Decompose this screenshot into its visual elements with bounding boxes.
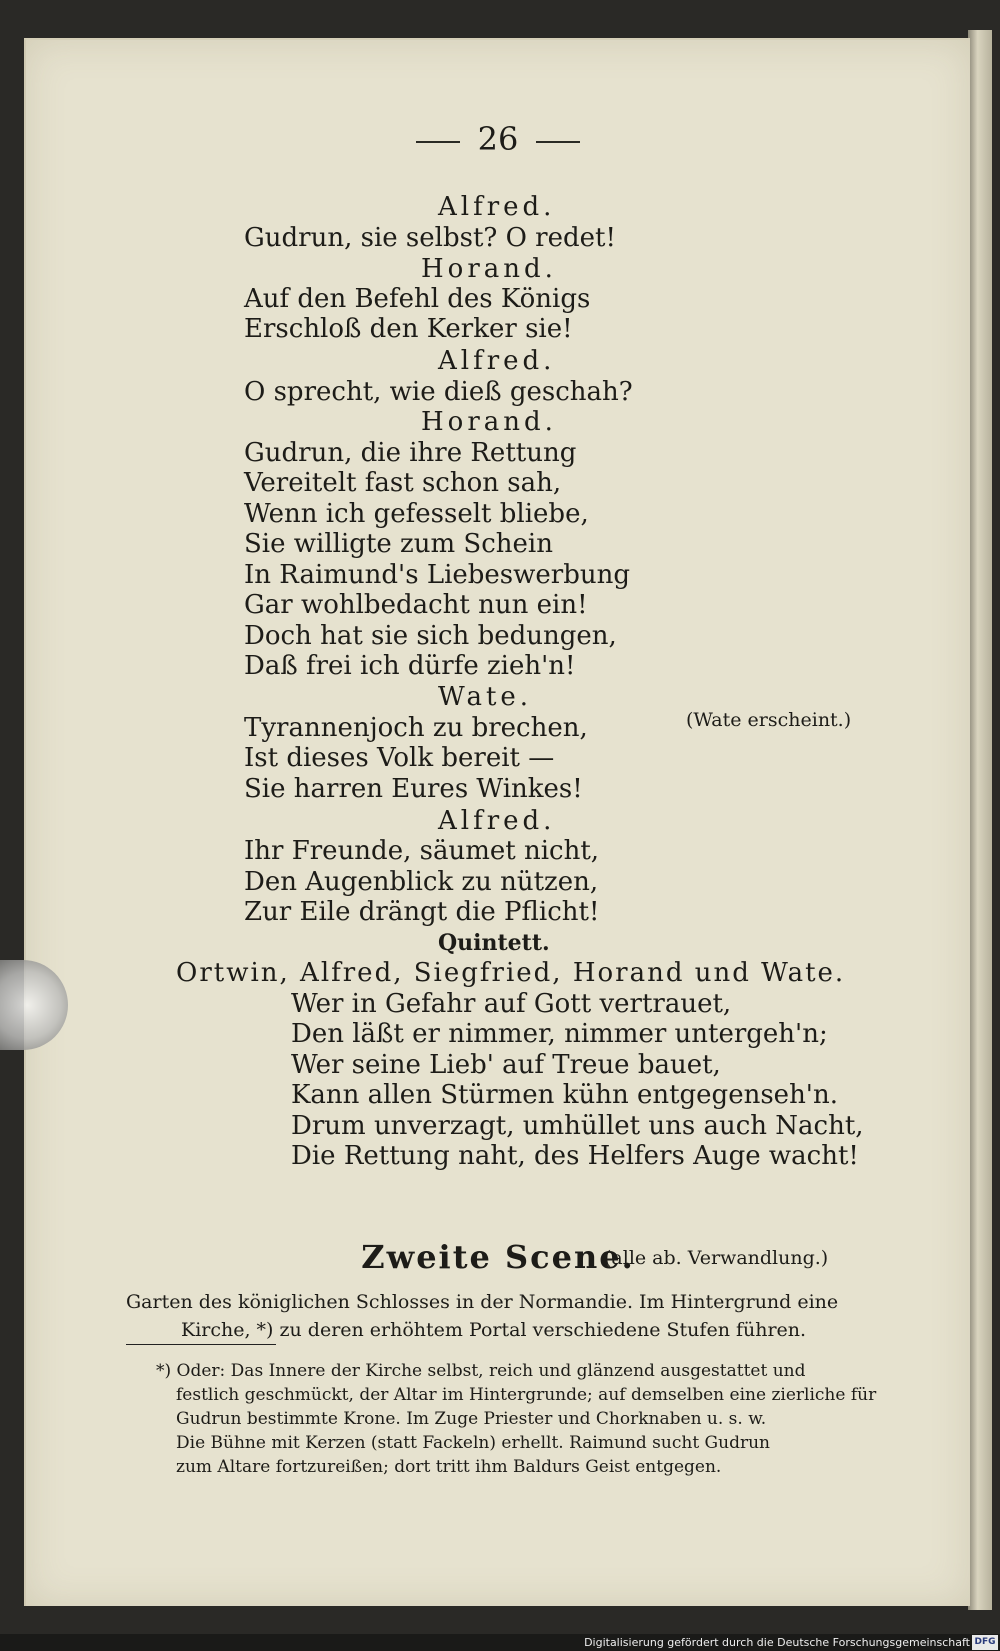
page-edge bbox=[968, 30, 992, 1610]
footnote-line: zum Altare fortzureißen; dort tritt ihm Baldurs Geist entgegen. bbox=[176, 1457, 722, 1477]
speaker-name: Horand. bbox=[421, 407, 557, 437]
page-number-text: 26 bbox=[477, 120, 519, 158]
footnote-line: Gudrun bestimmte Krone. Im Zuge Priester und Chorknaben u. s. w. bbox=[176, 1409, 767, 1429]
stage-direction-wate: (Wate erscheint.) bbox=[686, 709, 852, 731]
scene-description-line: Garten des königlichen Schlosses in der Normandie. Im Hintergrund eine bbox=[126, 1291, 839, 1313]
scene-description-line: Kirche, *) zu deren erhöhtem Portal verschiedene Stufen führen. bbox=[181, 1319, 807, 1341]
verse-line: Gudrun, die ihre Rettung bbox=[244, 438, 577, 468]
footer-credit: Digitalisierung gefördert durch die Deutsche Forschungsgemeinschaft bbox=[584, 1636, 970, 1649]
verse-line: Gar wohlbedacht nun ein! bbox=[244, 590, 588, 620]
footnote-rule bbox=[126, 1344, 276, 1345]
verse-line: Den Augenblick zu nützen, bbox=[244, 867, 599, 897]
verse-line: In Raimund's Liebeswerbung bbox=[244, 560, 631, 590]
verse-line: Doch hat sie sich bedungen, bbox=[244, 621, 617, 651]
verse-line: Wer in Gefahr auf Gott vertrauet, bbox=[291, 989, 732, 1019]
verse-line: Ihr Freunde, säumet nicht, bbox=[244, 836, 600, 866]
verse-line: Tyrannenjoch zu brechen, bbox=[244, 713, 588, 743]
verse-line: O sprecht, wie dieß geschah? bbox=[244, 377, 633, 407]
verse-line: Wenn ich gefesselt bliebe, bbox=[244, 499, 589, 529]
footnote-line: *) Oder: Das Innere der Kirche selbst, reich und glänzend ausgestattet und bbox=[156, 1361, 806, 1381]
speaker-name: Alfred. bbox=[438, 806, 556, 836]
verse-line: Sie harren Eures Winkes! bbox=[244, 774, 583, 804]
ornament-right bbox=[536, 141, 580, 143]
verse-line: Auf den Befehl des Königs bbox=[244, 284, 591, 314]
footnote-line: festlich geschmückt, der Altar im Hintergrunde; auf demselben eine zierliche für bbox=[176, 1385, 877, 1405]
speaker-name: Alfred. bbox=[438, 192, 556, 222]
stage-direction-exit: (alle ab. Verwandlung.) bbox=[604, 1247, 829, 1269]
verse-line: Zur Eile drängt die Pflicht! bbox=[244, 897, 600, 927]
cast-line: Ortwin, Alfred, Siegfried, Horand und Wate. bbox=[176, 958, 846, 988]
scene-title: Zweite Scene. bbox=[361, 1238, 635, 1276]
verse-line: Gudrun, sie selbst? O redet! bbox=[244, 223, 616, 253]
verse-line: Die Rettung naht, des Helfers Auge wacht! bbox=[291, 1141, 859, 1171]
verse-line: Wer seine Lieb' auf Treue bauet, bbox=[291, 1050, 721, 1080]
book-page bbox=[24, 38, 970, 1606]
page-number bbox=[26, 120, 970, 158]
speaker-name: Horand. bbox=[421, 254, 557, 284]
speaker-name: Wate. bbox=[438, 682, 533, 712]
verse-line: Sie willigte zum Schein bbox=[244, 529, 553, 559]
ornament-left bbox=[416, 141, 460, 143]
verse-line: Drum unverzagt, umhüllet uns auch Nacht, bbox=[291, 1111, 864, 1141]
dfg-logo: DFG bbox=[972, 1635, 998, 1650]
verse-line: Kann allen Stürmen kühn entgegenseh'n. bbox=[291, 1080, 838, 1110]
section-heading: Quintett. bbox=[438, 930, 550, 956]
speaker-name: Alfred. bbox=[438, 346, 556, 376]
verse-line: Ist dieses Volk bereit — bbox=[244, 743, 555, 773]
verse-line: Erschloß den Kerker sie! bbox=[244, 314, 573, 344]
verse-line: Den läßt er nimmer, nimmer untergeh'n; bbox=[291, 1019, 828, 1049]
verse-line: Vereitelt fast schon sah, bbox=[244, 468, 562, 498]
footnote-line: Die Bühne mit Kerzen (statt Fackeln) erhellt. Raimund sucht Gudrun bbox=[176, 1433, 770, 1453]
footer-bar bbox=[0, 1634, 1000, 1651]
verse-line: Daß frei ich dürfe zieh'n! bbox=[244, 651, 576, 681]
